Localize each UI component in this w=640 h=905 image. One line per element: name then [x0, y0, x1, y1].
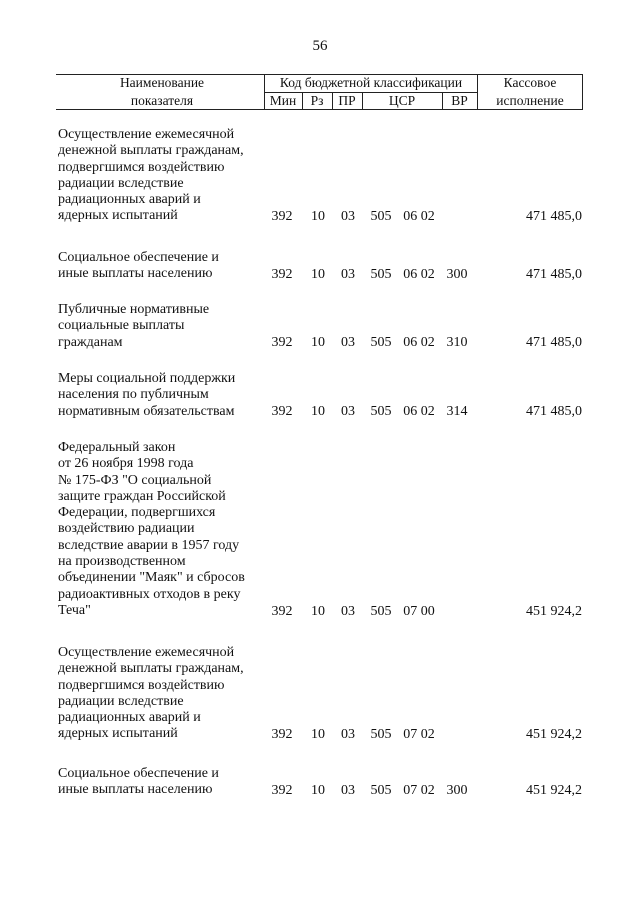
row-rz: 10: [311, 726, 325, 742]
table-row: [0, 371, 640, 420]
row-vr: 310: [446, 334, 468, 350]
row-min: 392: [271, 266, 293, 282]
row-pr: 03: [341, 726, 355, 742]
page-number: 56: [312, 38, 328, 54]
header-col-csr: ЦСР: [388, 93, 416, 108]
row-csr-program: 505: [370, 266, 392, 282]
row-name: Меры социальной поддержки населения по публичным нормативным обязательствам: [58, 371, 236, 419]
row-name: Социальное обеспечение и иные выплаты населению: [58, 766, 219, 798]
row-csr-item: 07 02: [403, 782, 435, 798]
row-rz: 10: [311, 266, 325, 282]
row-name: Федеральный закон от 26 ноября 1998 года № 175-ФЗ "О социальной защите граждан Российской Федерации, подвергшихся воздействию радиации вследствие аварии в 1957 году на производственном объединении "Маяк" и сбросов радиоактивных отходов в реку Теча": [58, 440, 245, 618]
table-row: [0, 645, 640, 743]
row-csr-program: 505: [370, 403, 392, 419]
row-csr-program: 505: [370, 603, 392, 619]
row-pr: 03: [341, 782, 355, 798]
row-pr: 03: [341, 266, 355, 282]
row-vr: 300: [446, 266, 468, 282]
table-row: [0, 440, 640, 620]
row-amount: 471 485,0: [526, 208, 582, 224]
header-code-group: Код бюджетной классификации: [279, 75, 463, 90]
row-csr-program: 505: [370, 334, 392, 350]
row-min: 392: [271, 726, 293, 742]
row-pr: 03: [341, 208, 355, 224]
row-pr: 03: [341, 334, 355, 350]
table-row: [0, 766, 640, 799]
row-rz: 10: [311, 334, 325, 350]
row-rz: 10: [311, 603, 325, 619]
row-min: 392: [271, 403, 293, 419]
row-amount: 471 485,0: [526, 403, 582, 419]
row-csr-item: 06 02: [403, 403, 435, 419]
row-csr-program: 505: [370, 782, 392, 798]
header-amount-line2: исполнение: [496, 93, 564, 108]
header-amount-line1: Кассовое: [503, 75, 557, 90]
row-rz: 10: [311, 782, 325, 798]
row-csr-program: 505: [370, 726, 392, 742]
row-name: Осуществление ежемесячной денежной выплаты гражданам, подвергшимся воздействию радиации вследствие радиационных аварий и ядерных испытаний: [58, 645, 244, 742]
row-csr-item: 07 02: [403, 726, 435, 742]
row-min: 392: [271, 208, 293, 224]
table-row: [0, 302, 640, 351]
row-min: 392: [271, 603, 293, 619]
row-pr: 03: [341, 603, 355, 619]
row-pr: 03: [341, 403, 355, 419]
row-amount: 451 924,2: [526, 782, 582, 798]
row-min: 392: [271, 782, 293, 798]
row-csr-item: 06 02: [403, 334, 435, 350]
row-amount: 471 485,0: [526, 334, 582, 350]
row-amount: 451 924,2: [526, 726, 582, 742]
row-min: 392: [271, 334, 293, 350]
header-col-rz: Рз: [310, 93, 324, 108]
row-csr-program: 505: [370, 208, 392, 224]
header-col-pr: ПР: [338, 93, 356, 108]
header-name-line2: показателя: [130, 93, 194, 108]
row-rz: 10: [311, 208, 325, 224]
row-vr: 300: [446, 782, 468, 798]
row-rz: 10: [311, 403, 325, 419]
row-csr-item: 06 02: [403, 266, 435, 282]
row-csr-item: 06 02: [403, 208, 435, 224]
header-col-min: Мин: [269, 93, 297, 108]
header-col-vr: ВР: [451, 93, 468, 108]
table-row: [0, 250, 640, 283]
row-csr-item: 07 00: [403, 603, 435, 619]
table-row: [0, 127, 640, 225]
row-amount: 471 485,0: [526, 266, 582, 282]
row-vr: 314: [446, 403, 468, 419]
row-name: Публичные нормативные социальные выплаты гражданам: [58, 302, 210, 350]
header-name-line1: Наименование: [119, 75, 205, 90]
row-name: Социальное обеспечение и иные выплаты населению: [58, 250, 219, 282]
row-name: Осуществление ежемесячной денежной выплаты гражданам, подвергшимся воздействию радиации вследствие радиационных аварий и ядерных испытаний: [58, 127, 244, 224]
row-amount: 451 924,2: [526, 603, 582, 619]
